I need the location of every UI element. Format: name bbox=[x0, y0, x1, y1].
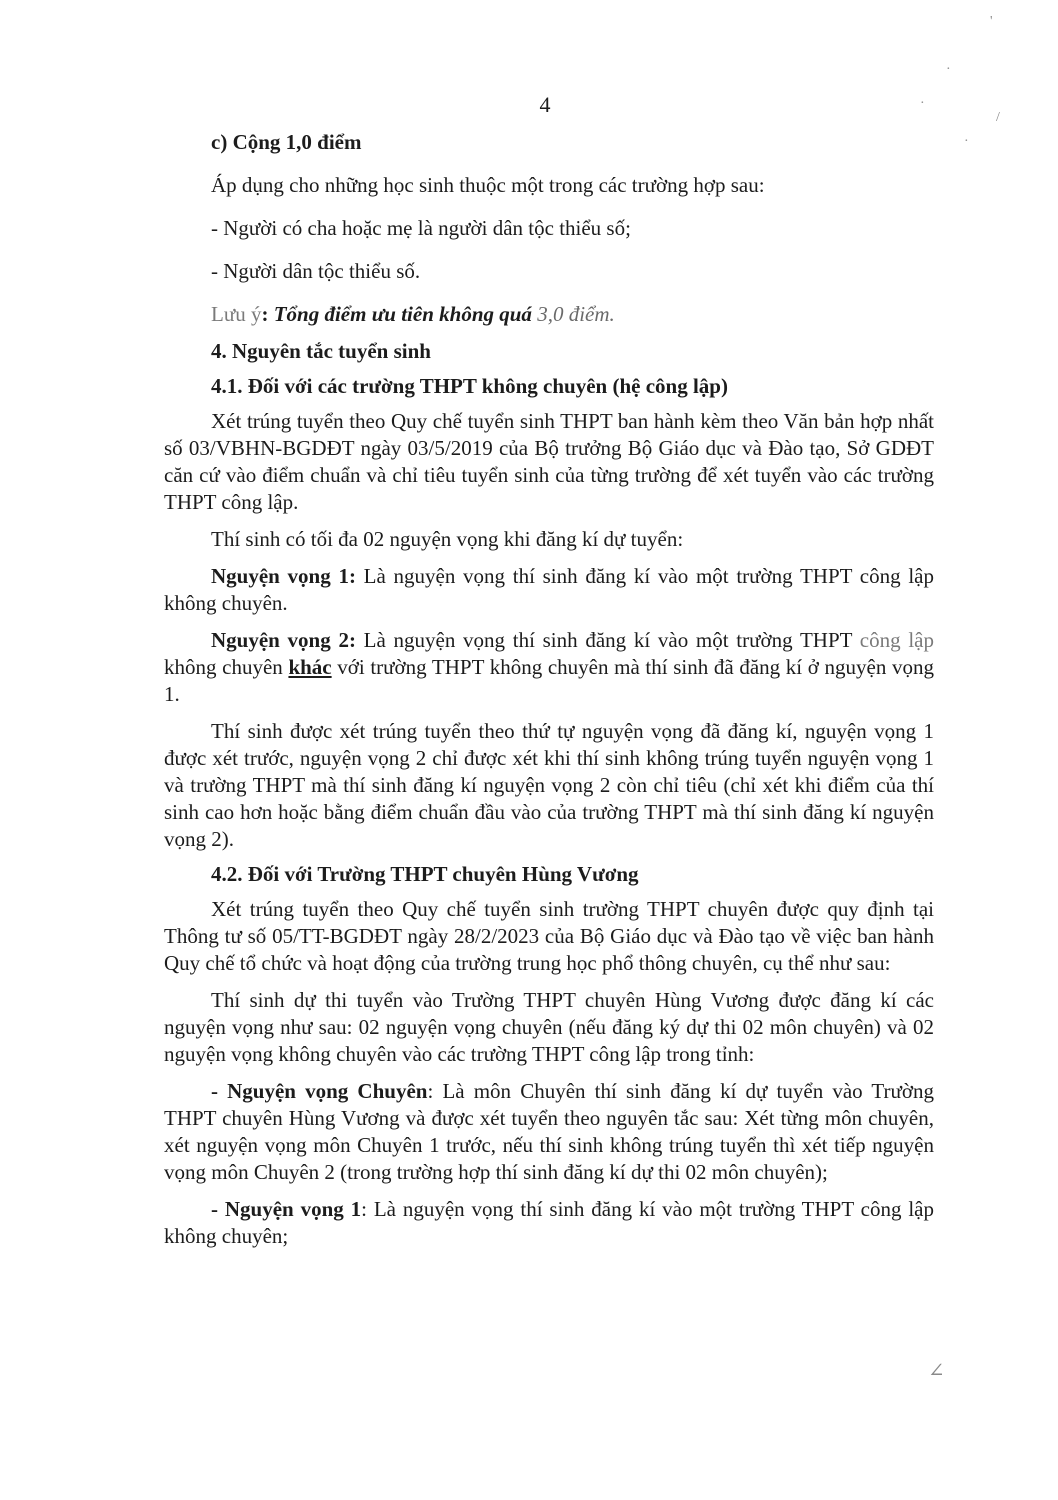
aspiration-2-text-b: công lập bbox=[859, 628, 934, 652]
scan-speck: / bbox=[996, 110, 1000, 125]
scan-speck: · bbox=[964, 134, 969, 149]
section-4-2-heading: 4.2. Đối với Trường THPT chuyên Hùng Vương bbox=[211, 862, 639, 886]
non-specialized-aspiration-label: Nguyện vọng 1 bbox=[224, 1197, 362, 1221]
specialized-aspiration-text: : Là môn Chuyên thí sinh đăng kí dự tuyển vào Trường THPT chuyên Hùng Vương và được xét tuyển theo nguyên tắc sau: Xét từng môn chuyên, xét nguyện vọng môn Chuyên 1 trước, nếu thí sinh không trúng tuyển thì xét tiếp nguyện vọng môn Chuyên 2 (trong trường hợp thí sinh đăng kí dự thi 02 môn chuyên); bbox=[164, 1079, 934, 1184]
non-specialized-aspiration-text: : Là nguyện vọng thí sinh đăng kí vào một trường THPT công lập không chuyên; bbox=[164, 1197, 935, 1248]
section-c-bullet-1: - Người có cha hoặc mẹ là người dân tộc thiểu số; bbox=[211, 216, 631, 240]
section-4-2-paragraph-1: Xét trúng tuyển theo Quy chế tuyển sinh trường THPT chuyên được quy định tại Thông tư số 05/TT-BGDĐT ngày 28/2/2023 của Bộ Giáo dục và Đào tạo về việc ban hành Quy chế tổ chức và hoạt động của trường trung học phổ thông chuyên, cụ thể như sau: bbox=[164, 897, 934, 975]
aspiration-2-text-d: với trường THPT không chuyên mà thí sinh đã đăng kí ở nguyện vọng 1. bbox=[164, 655, 934, 706]
note-text: Tổng điểm ưu tiên không quá bbox=[273, 302, 532, 326]
aspiration-1-paragraph bbox=[164, 563, 934, 617]
section-4-1-paragraph-2: Thí sinh có tối đa 02 nguyện vọng khi đăng kí dự tuyển: bbox=[211, 527, 684, 551]
section-4-1-paragraph-1: Xét trúng tuyển theo Quy chế tuyển sinh THPT ban hành kèm theo Văn bản hợp nhất số 03/VBHN-BGDĐT ngày 03/5/2019 của Bộ trưởng Bộ Giáo dục và Đào tạo, Sở GDĐT căn cứ vào điểm chuẩn và chỉ tiêu tuyển sinh của từng trường để xét tuyển vào các trường THPT công lập. bbox=[164, 409, 934, 514]
section-4-1-heading: 4.1. Đối với các trường THPT không chuyên (hệ công lập) bbox=[211, 374, 728, 398]
scan-speck: · bbox=[920, 96, 925, 111]
aspiration-2-paragraph bbox=[164, 627, 934, 708]
non-specialized-aspiration-paragraph bbox=[164, 1196, 934, 1250]
specialized-aspiration-label: Nguyện vọng Chuyên bbox=[227, 1079, 428, 1103]
section-4-2-paragraph-2: Thí sinh dự thi tuyển vào Trường THPT chuyên Hùng Vương được đăng kí các nguyện vọng như sau: 02 nguyện vọng chuyên (nếu đăng ký dự thi 02 môn chuyên) và 02 nguyện vọng không chuyên vào các trường THPT công lập trong tỉnh: bbox=[164, 988, 934, 1066]
aspiration-1-label: Nguyện vọng 1: bbox=[211, 564, 356, 588]
section-4-1-paragraph-3: Thí sinh được xét trúng tuyển theo thứ tự nguyện vọng đã đăng kí, nguyện vọng 1 được xét trước, nguyện vọng 2 chỉ được xét khi thí sinh không trúng tuyển nguyện vọng 1 và trường THPT mà thí sinh đăng kí nguyện vọng 2 còn chỉ tiêu (chỉ xét khi điểm của thí sinh cao hơn hoặc bằng điểm chuẩn đầu vào của trường THPT mà thí sinh đăng kí nguyện vọng 2). bbox=[164, 719, 934, 851]
aspiration-1-text: Là nguyện vọng thí sinh đăng kí vào một trường THPT công lập không chuyên. bbox=[164, 564, 934, 615]
aspiration-2-text-c: không chuyên bbox=[164, 655, 289, 679]
note-value: 3,0 điểm. bbox=[531, 302, 615, 326]
note-colon: : bbox=[261, 302, 274, 326]
section-4-heading: 4. Nguyên tắc tuyển sinh bbox=[211, 339, 431, 363]
specialized-aspiration-paragraph bbox=[164, 1078, 934, 1186]
section-c-bullet-2: - Người dân tộc thiểu số. bbox=[211, 259, 421, 283]
specialized-aspiration-prefix: - bbox=[211, 1079, 228, 1103]
scan-speck: · bbox=[946, 62, 951, 77]
document-body bbox=[164, 129, 934, 1250]
aspiration-2-emphasis: khác bbox=[288, 655, 332, 679]
aspiration-2-label: Nguyện vọng 2: bbox=[211, 628, 356, 652]
page-number: 4 bbox=[539, 92, 551, 117]
non-specialized-aspiration-prefix: - bbox=[211, 1197, 225, 1221]
scan-speck: ' bbox=[990, 14, 993, 29]
note-label: Lưu ý bbox=[211, 302, 262, 326]
section-c-intro: Áp dụng cho những học sinh thuộc một trong các trường hợp sau: bbox=[211, 173, 765, 197]
scan-mark: ∠ bbox=[928, 1360, 945, 1382]
aspiration-2-text-a: Là nguyện vọng thí sinh đăng kí vào một trường THPT bbox=[355, 628, 860, 652]
priority-note bbox=[164, 301, 934, 328]
section-c-heading: c) Cộng 1,0 điểm bbox=[211, 130, 362, 154]
